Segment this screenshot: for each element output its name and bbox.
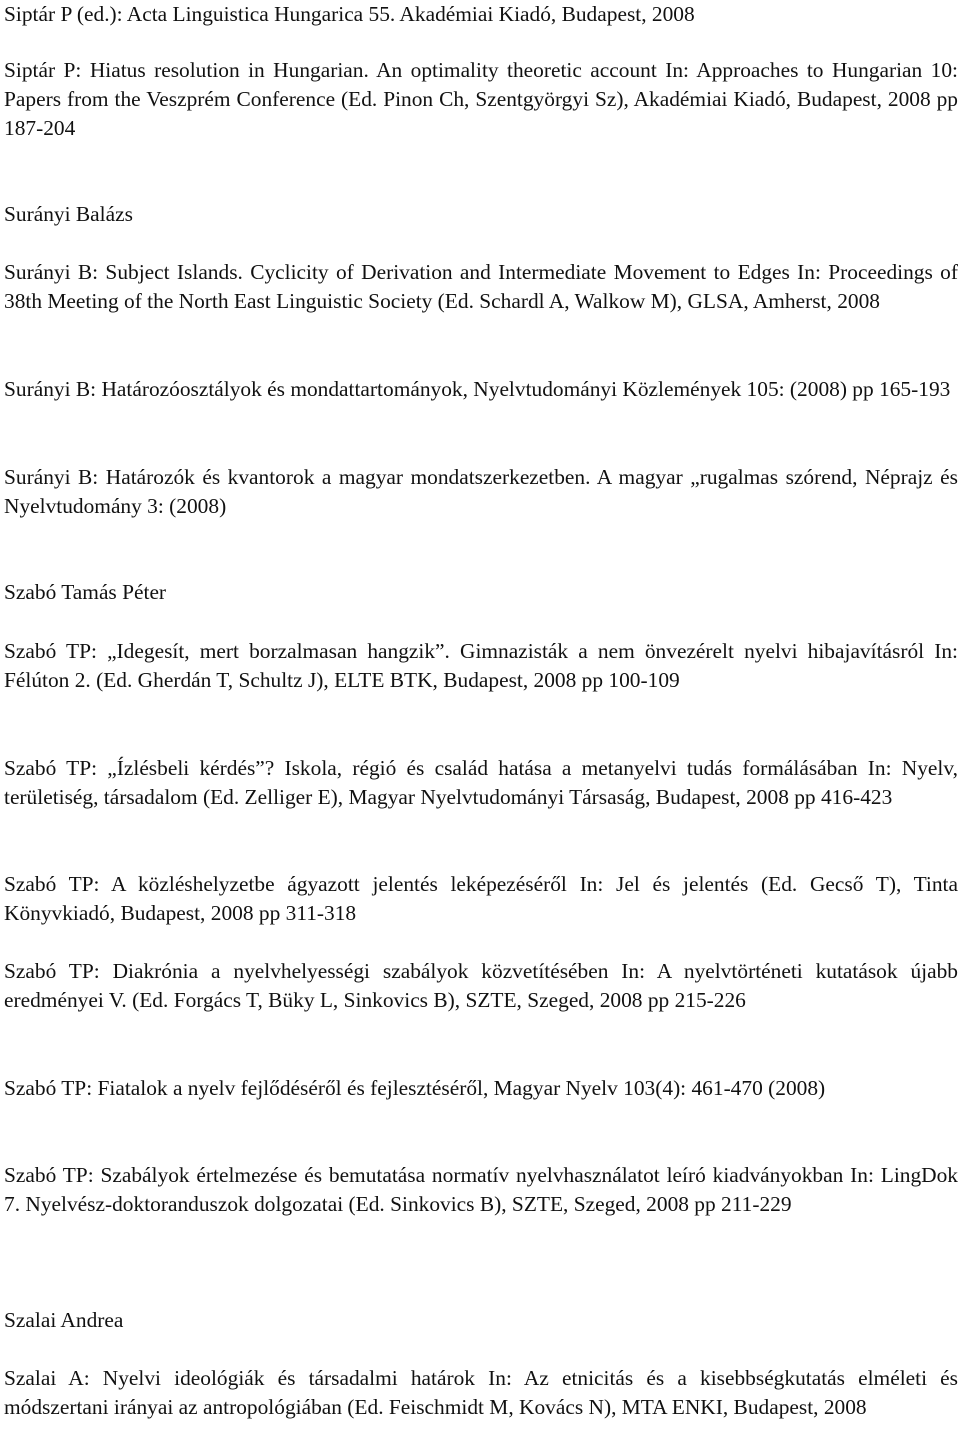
reference-entry: Szabó TP: A közléshelyzetbe ágyazott jelentés leképezéséről In: Jel és jelentés (Ed. Gecső T), Tinta Könyvkiadó, Budapest, 2008 pp 311-318 <box>4 872 958 925</box>
reference-entry: Szabó TP: Szabályok értelmezése és bemutatása normatív nyelvhasználatot leíró kiadványokban In: LingDok 7. Nyelvész-doktoranduszok dolgozatai (Ed. Sinkovics B), SZTE, Szeged, 2008 pp 211-229 <box>4 1163 958 1216</box>
author-heading: Surányi Balázs <box>4 202 133 226</box>
reference-entry: Surányi B: Subject Islands. Cyclicity of Derivation and Intermediate Movement to Edges In: Proceedings of 38th Meeting of the North East Linguistic Society (Ed. Schardl A, Walkow M), GLSA, Amherst, 2008 <box>4 260 958 313</box>
reference-entry: Szabó TP: Fiatalok a nyelv fejlődéséről és fejlesztéséről, Magyar Nyelv 103(4): 461-470 (2008) <box>4 1076 826 1100</box>
reference-entry: Surányi B: Határozóosztályok és mondattartományok, Nyelvtudományi Közlemények 105: (2008) pp 165-193 <box>4 377 951 401</box>
reference-entry: Siptár P: Hiatus resolution in Hungarian. An optimality theoretic account In: Approaches to Hungarian 10: Papers from the Veszprém Conference (Ed. Pinon Ch, Szentgyörgyi Sz), Akadémiai Kiadó, Budapest, 2008 pp 187-204 <box>4 58 958 140</box>
reference-entry: Surányi B: Határozók és kvantorok a magyar mondatszerkezetben. A magyar „rugalmas szórend, Néprajz és Nyelvtudomány 3: (2008) <box>4 465 958 518</box>
reference-entry: Siptár P (ed.): Acta Linguistica Hungarica 55. Akadémiai Kiadó, Budapest, 2008 <box>4 2 695 26</box>
reference-entry: Szabó TP: Diakrónia a nyelvhelyességi szabályok közvetítésében In: A nyelvtörténeti kutatások újabb eredményei V. (Ed. Forgács T, Büky L, Sinkovics B), SZTE, Szeged, 2008 pp 215-226 <box>4 959 958 1012</box>
reference-entry: Szalai A: Nyelvi ideológiák és társadalmi határok In: Az etnicitás és a kisebbségkutatás elméleti és módszertani irányai az antropológiában (Ed. Feischmidt M, Kovács N), MTA ENKI, Budapest, 2008 <box>4 1366 958 1419</box>
author-heading: Szalai Andrea <box>4 1308 124 1332</box>
author-heading: Szabó Tamás Péter <box>4 580 167 604</box>
reference-entry: Szabó TP: „Idegesít, mert borzalmasan hangzik”. Gimnazisták a nem önvezérelt nyelvi hibajavításról In: Félúton 2. (Ed. Gherdán T, Schultz J), ELTE BTK, Budapest, 2008 pp 100-109 <box>4 639 958 692</box>
reference-entry: Szabó TP: „Ízlésbeli kérdés”? Iskola, régió és család hatása a metanyelvi tudás formálásában In: Nyelv, területiség, társadalom (Ed. Zelliger E), Magyar Nyelvtudományi Társaság, Budapest, 2008 pp 416-423 <box>4 756 958 809</box>
